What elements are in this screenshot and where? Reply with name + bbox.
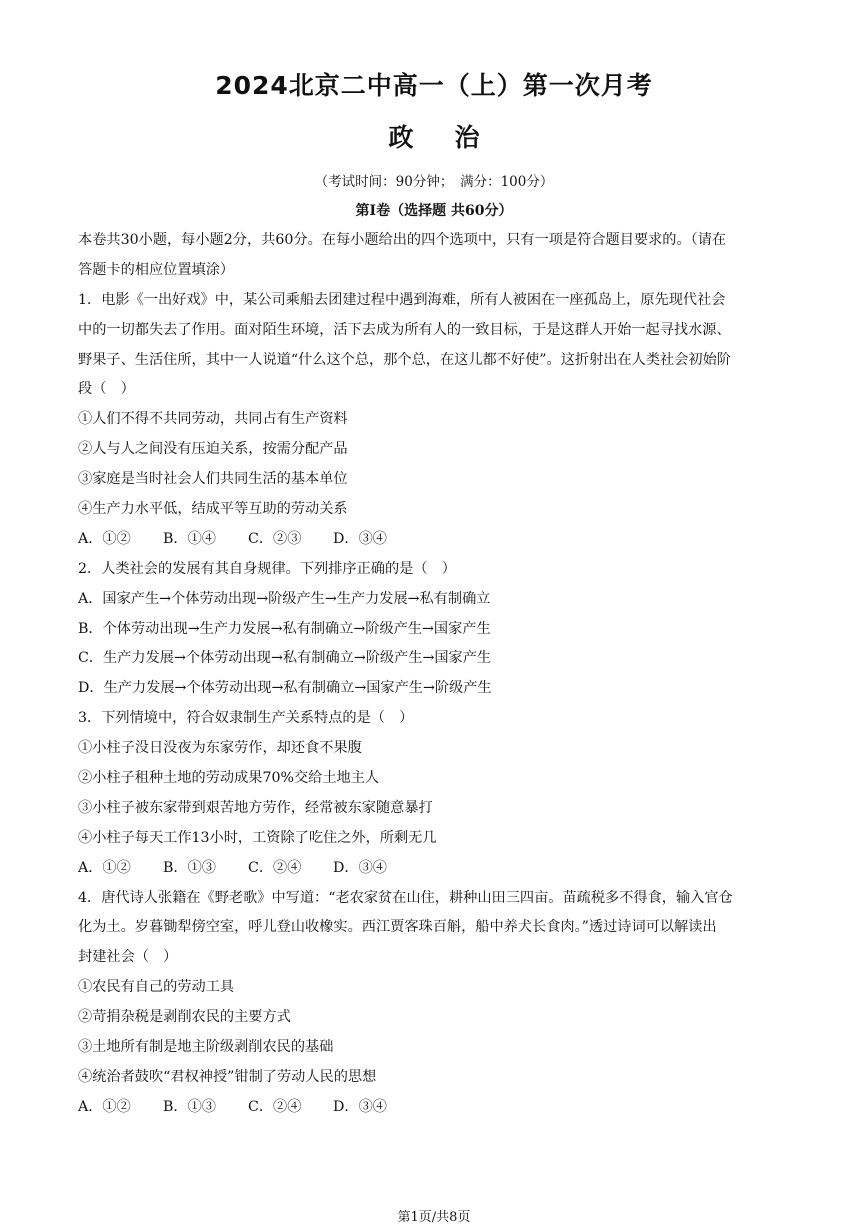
option-a: A．①② bbox=[78, 859, 131, 876]
answer-options bbox=[78, 854, 794, 884]
question-stem-line: 化为土。岁暮锄犁傍空室，呼儿登山收橡实。西江贾客珠百斛，船中养犬长食肉。”透过诗词可以解读出 bbox=[78, 919, 717, 936]
option-a: A．①② bbox=[78, 530, 131, 547]
section-title: 第Ⅰ卷（选择题 共60分） bbox=[355, 203, 513, 219]
exam-info: （考试时间：90分钟； 满分：100分） bbox=[314, 174, 554, 190]
subject-char-1: 政 bbox=[388, 123, 414, 152]
option-b: B．①④ bbox=[163, 530, 216, 547]
statement: ②小柱子租种土地的劳动成果70%交给土地主人 bbox=[78, 770, 380, 787]
statement: ④小柱子每天工作13小时，工资除了吃住之外，所剩无几 bbox=[78, 829, 437, 846]
instructions-line: 本卷共30小题，每小题2分，共60分。在每小题给出的四个选项中，只有一项是符合题目要求的。（请在 bbox=[78, 232, 727, 248]
instructions-line: 答题卡的相应位置填涂） bbox=[78, 261, 235, 278]
question-3 bbox=[78, 704, 794, 883]
option-d: D．③④ bbox=[333, 1098, 387, 1115]
question-stem-line: 野果子、生活住所，其中一人说道“什么这个总，那个总，在这儿都不好使”。这折射出在人类社会初始阶 bbox=[78, 351, 731, 368]
option-b: B．①③ bbox=[163, 1098, 216, 1115]
subject-title bbox=[0, 118, 868, 154]
question-1 bbox=[78, 286, 794, 555]
statement: ③土地所有制是地主阶级剥削农民的基础 bbox=[78, 1039, 334, 1056]
option-d: D．③④ bbox=[333, 859, 387, 876]
statement: ③小柱子被东家带到艰苦地方劳作，经常被东家随意暴打 bbox=[78, 799, 433, 816]
option-c: C．生产力发展→个体劳动出现→私有制确立→阶级产生→国家产生 bbox=[78, 650, 492, 667]
statement: ①人们不得不共同劳动，共同占有生产资料 bbox=[78, 411, 348, 428]
exam-title: 2024北京二中高一（上）第一次月考 bbox=[215, 71, 653, 100]
statement: ④统治者鼓吹“君权神授”钳制了劳动人民的思想 bbox=[78, 1068, 377, 1085]
question-stem-line: 中的一切都失去了作用。面对陌生环境，活下去成为所有人的一致目标，于是这群人开始一起寻找水源、 bbox=[78, 321, 731, 338]
option-a: A．①② bbox=[78, 1098, 131, 1115]
question-2 bbox=[78, 555, 794, 704]
question-4 bbox=[78, 884, 794, 1123]
option-b: B．个体劳动出现→生产力发展→私有制确立→阶级产生→国家产生 bbox=[78, 620, 491, 637]
option-c: C．②④ bbox=[248, 1098, 302, 1115]
statement: ①农民有自己的劳动工具 bbox=[78, 979, 235, 996]
option-d: D．生产力发展→个体劳动出现→私有制确立→国家产生→阶级产生 bbox=[78, 680, 492, 697]
page-number: 第1页/共8页 bbox=[397, 1210, 471, 1225]
statement: ④生产力水平低，结成平等互助的劳动关系 bbox=[78, 501, 348, 518]
option-a: A．国家产生→个体劳动出现→阶级产生→生产力发展→私有制确立 bbox=[78, 590, 491, 607]
question-stem-line: 4．唐代诗人张籍在《野老歌》中写道：“老农家贫在山住，耕种山田三四亩。苗疏税多不得食，输入官仓 bbox=[78, 889, 733, 906]
statement: ①小柱子没日没夜为东家劳作，却还食不果腹 bbox=[78, 740, 362, 757]
option-d: D．③④ bbox=[333, 530, 387, 547]
option-b: B．①③ bbox=[163, 859, 216, 876]
option-c: C．②④ bbox=[248, 859, 302, 876]
question-stem-line: 封建社会（ ） bbox=[78, 949, 178, 966]
exam-body bbox=[78, 226, 794, 1123]
question-stem-line: 3．下列情境中，符合奴隶制生产关系特点的是（ ） bbox=[78, 710, 414, 727]
question-stem-line: 段（ ） bbox=[78, 381, 135, 398]
statement: ③家庭是当时社会人们共同生活的基本单位 bbox=[78, 471, 348, 488]
answer-options bbox=[78, 1093, 794, 1123]
statement: ②人与人之间没有压迫关系，按需分配产品 bbox=[78, 441, 348, 458]
question-stem-line: 1．电影《一出好戏》中，某公司乘船去团建过程中遇到海难，所有人被困在一座孤岛上，原先现代社会 bbox=[78, 291, 726, 308]
option-c: C．②③ bbox=[248, 530, 302, 547]
statement: ②苛捐杂税是剥削农民的主要方式 bbox=[78, 1009, 291, 1026]
subject-char-2: 治 bbox=[454, 123, 480, 152]
answer-options bbox=[78, 525, 794, 555]
question-stem-line: 2．人类社会的发展有其自身规律。下列排序正确的是（ ） bbox=[78, 560, 456, 577]
